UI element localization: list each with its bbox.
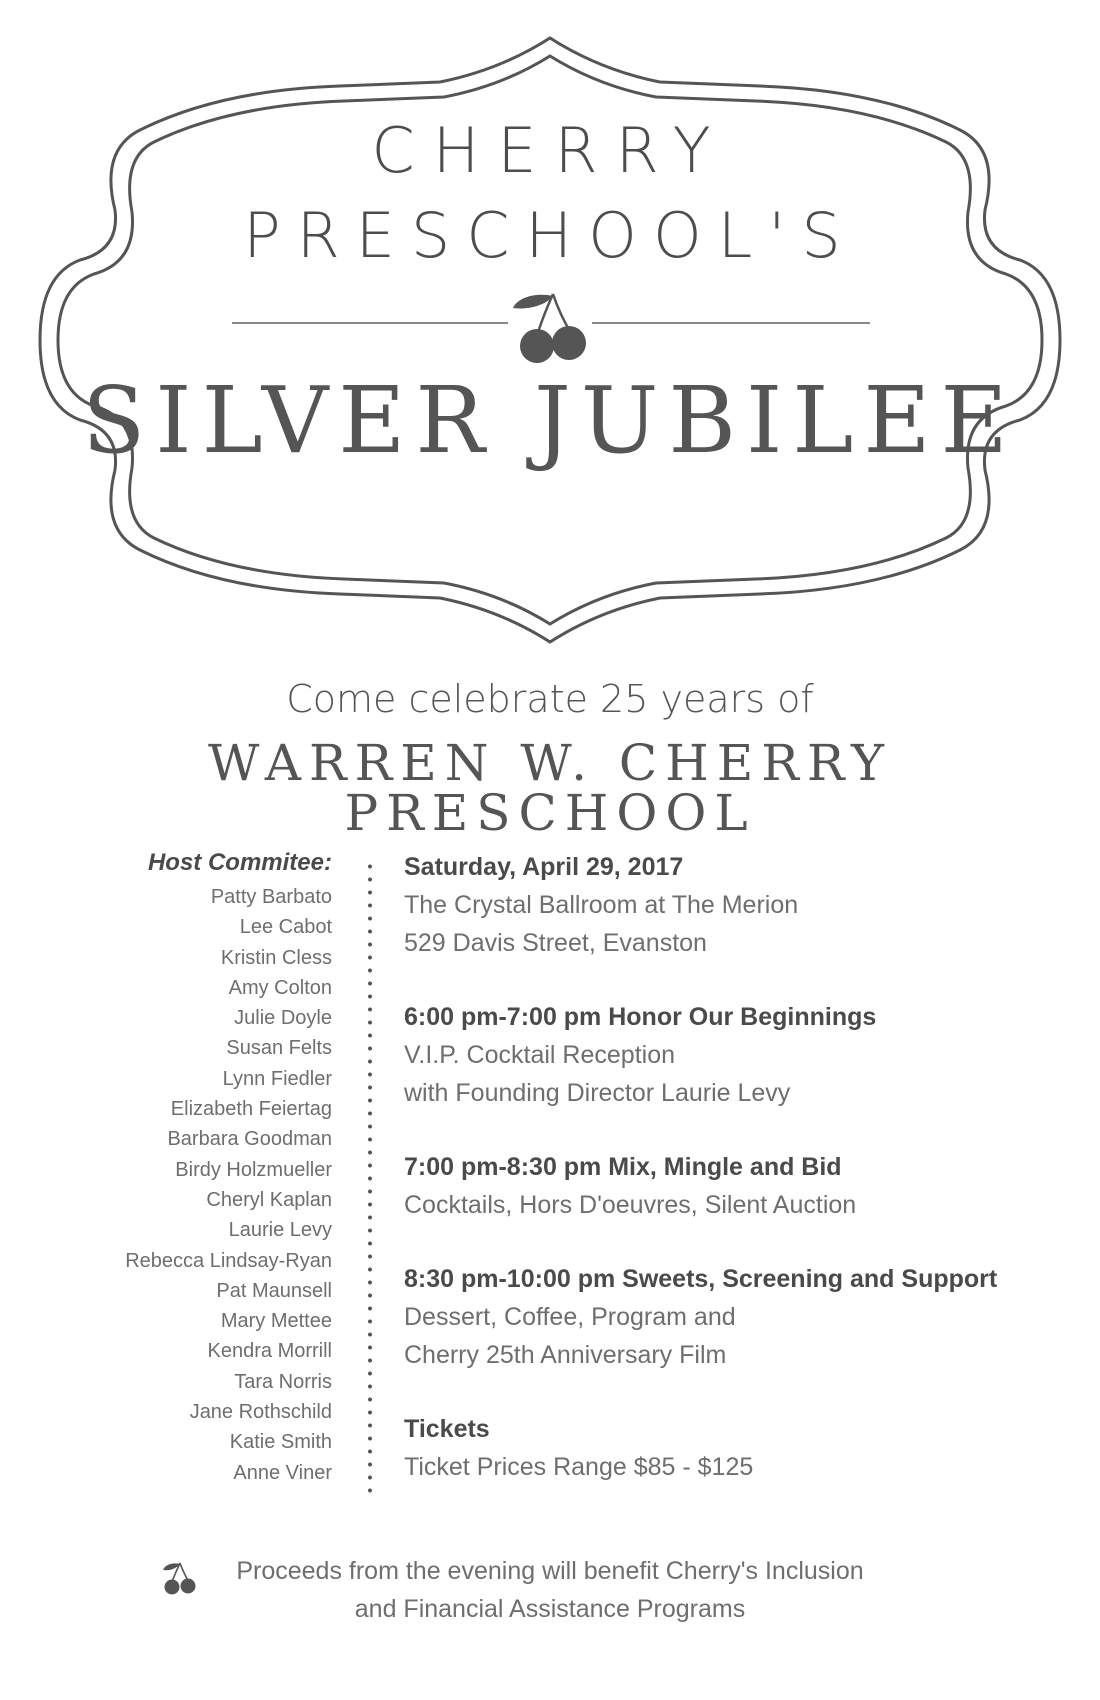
tickets-block: [404, 1410, 1084, 1486]
committee-member: Kendra Morrill: [207, 1340, 332, 1363]
committee-member: Katie Smith: [229, 1431, 332, 1454]
committee-member: Amy Colton: [228, 976, 332, 999]
schedule-heading: 6:00 pm-7:00 pm Honor Our Beginnings: [404, 1003, 877, 1031]
committee-member: Tara Norris: [234, 1370, 332, 1393]
schedule-block-reception: [404, 998, 1084, 1112]
footer-line-1: Proceeds from the evening will benefit Cherry's Inclusion: [236, 1557, 864, 1585]
event-date: Saturday, April 29, 2017: [404, 853, 684, 881]
title-line-2: PRESCHOOL'S: [243, 199, 857, 272]
cherry-icon: [505, 288, 605, 368]
committee-member: Pat Maunsell: [216, 1279, 332, 1302]
celebrate-line: Come celebrate 25 years of: [286, 677, 814, 721]
schedule-block-auction: [404, 1148, 1084, 1224]
committee-member: Julie Doyle: [234, 1007, 332, 1030]
committee-member: Patty Barbato: [210, 886, 332, 908]
title-line-1: CHERRY: [371, 114, 729, 187]
school-name: WARREN W. CHERRY PRESCHOOL: [207, 734, 892, 842]
schedule-detail: V.I.P. Cocktail Reception: [404, 1041, 675, 1069]
committee-member: Birdy Holzmueller: [175, 1158, 332, 1181]
committee-member: Lee Cabot: [239, 916, 332, 939]
committee-member: Rebecca Lindsay-Ryan: [125, 1249, 332, 1272]
schedule-detail: Cocktails, Hors D'oeuvres, Silent Auction: [404, 1191, 857, 1219]
footer-note: [0, 1552, 1100, 1628]
venue-name: The Crystal Ballroom at The Merion: [404, 891, 799, 919]
committee-member: Lynn Fiedler: [222, 1067, 332, 1090]
committee-member: Jane Rothschild: [189, 1401, 332, 1424]
committee-member: Mary Mettee: [220, 1310, 332, 1333]
dotted-divider: [368, 860, 372, 1494]
host-committee-heading: Host Commitee:: [147, 849, 332, 876]
event-details: [404, 848, 1084, 1522]
schedule-detail: Dessert, Coffee, Program and: [404, 1303, 736, 1331]
committee-member: Cheryl Kaplan: [206, 1188, 332, 1211]
committee-member: Susan Felts: [226, 1037, 332, 1060]
footer-line-2: and Financial Assistance Programs: [354, 1595, 746, 1623]
schedule-block-program: [404, 1260, 1084, 1374]
venue-address: 529 Davis Street, Evanston: [404, 929, 707, 957]
committee-member: Kristin Cless: [220, 946, 332, 969]
schedule-heading: 8:30 pm-10:00 pm Sweets, Screening and Support: [404, 1265, 998, 1293]
title-silver-jubilee: SILVER JUBILEE: [82, 367, 1018, 474]
committee-member: Laurie Levy: [228, 1219, 332, 1242]
host-committee: [80, 848, 332, 1488]
committee-member: Barbara Goodman: [167, 1128, 332, 1151]
committee-member: Anne Viner: [233, 1461, 332, 1484]
schedule-detail: with Founding Director Laurie Levy: [404, 1079, 791, 1107]
tickets-heading: Tickets: [404, 1415, 490, 1443]
schedule-heading: 7:00 pm-8:30 pm Mix, Mingle and Bid: [404, 1153, 842, 1181]
date-venue-block: [404, 848, 1084, 962]
schedule-detail: Cherry 25th Anniversary Film: [404, 1341, 727, 1369]
ticket-prices: Ticket Prices Range $85 - $125: [404, 1453, 754, 1481]
committee-member: Elizabeth Feiertag: [170, 1098, 332, 1121]
